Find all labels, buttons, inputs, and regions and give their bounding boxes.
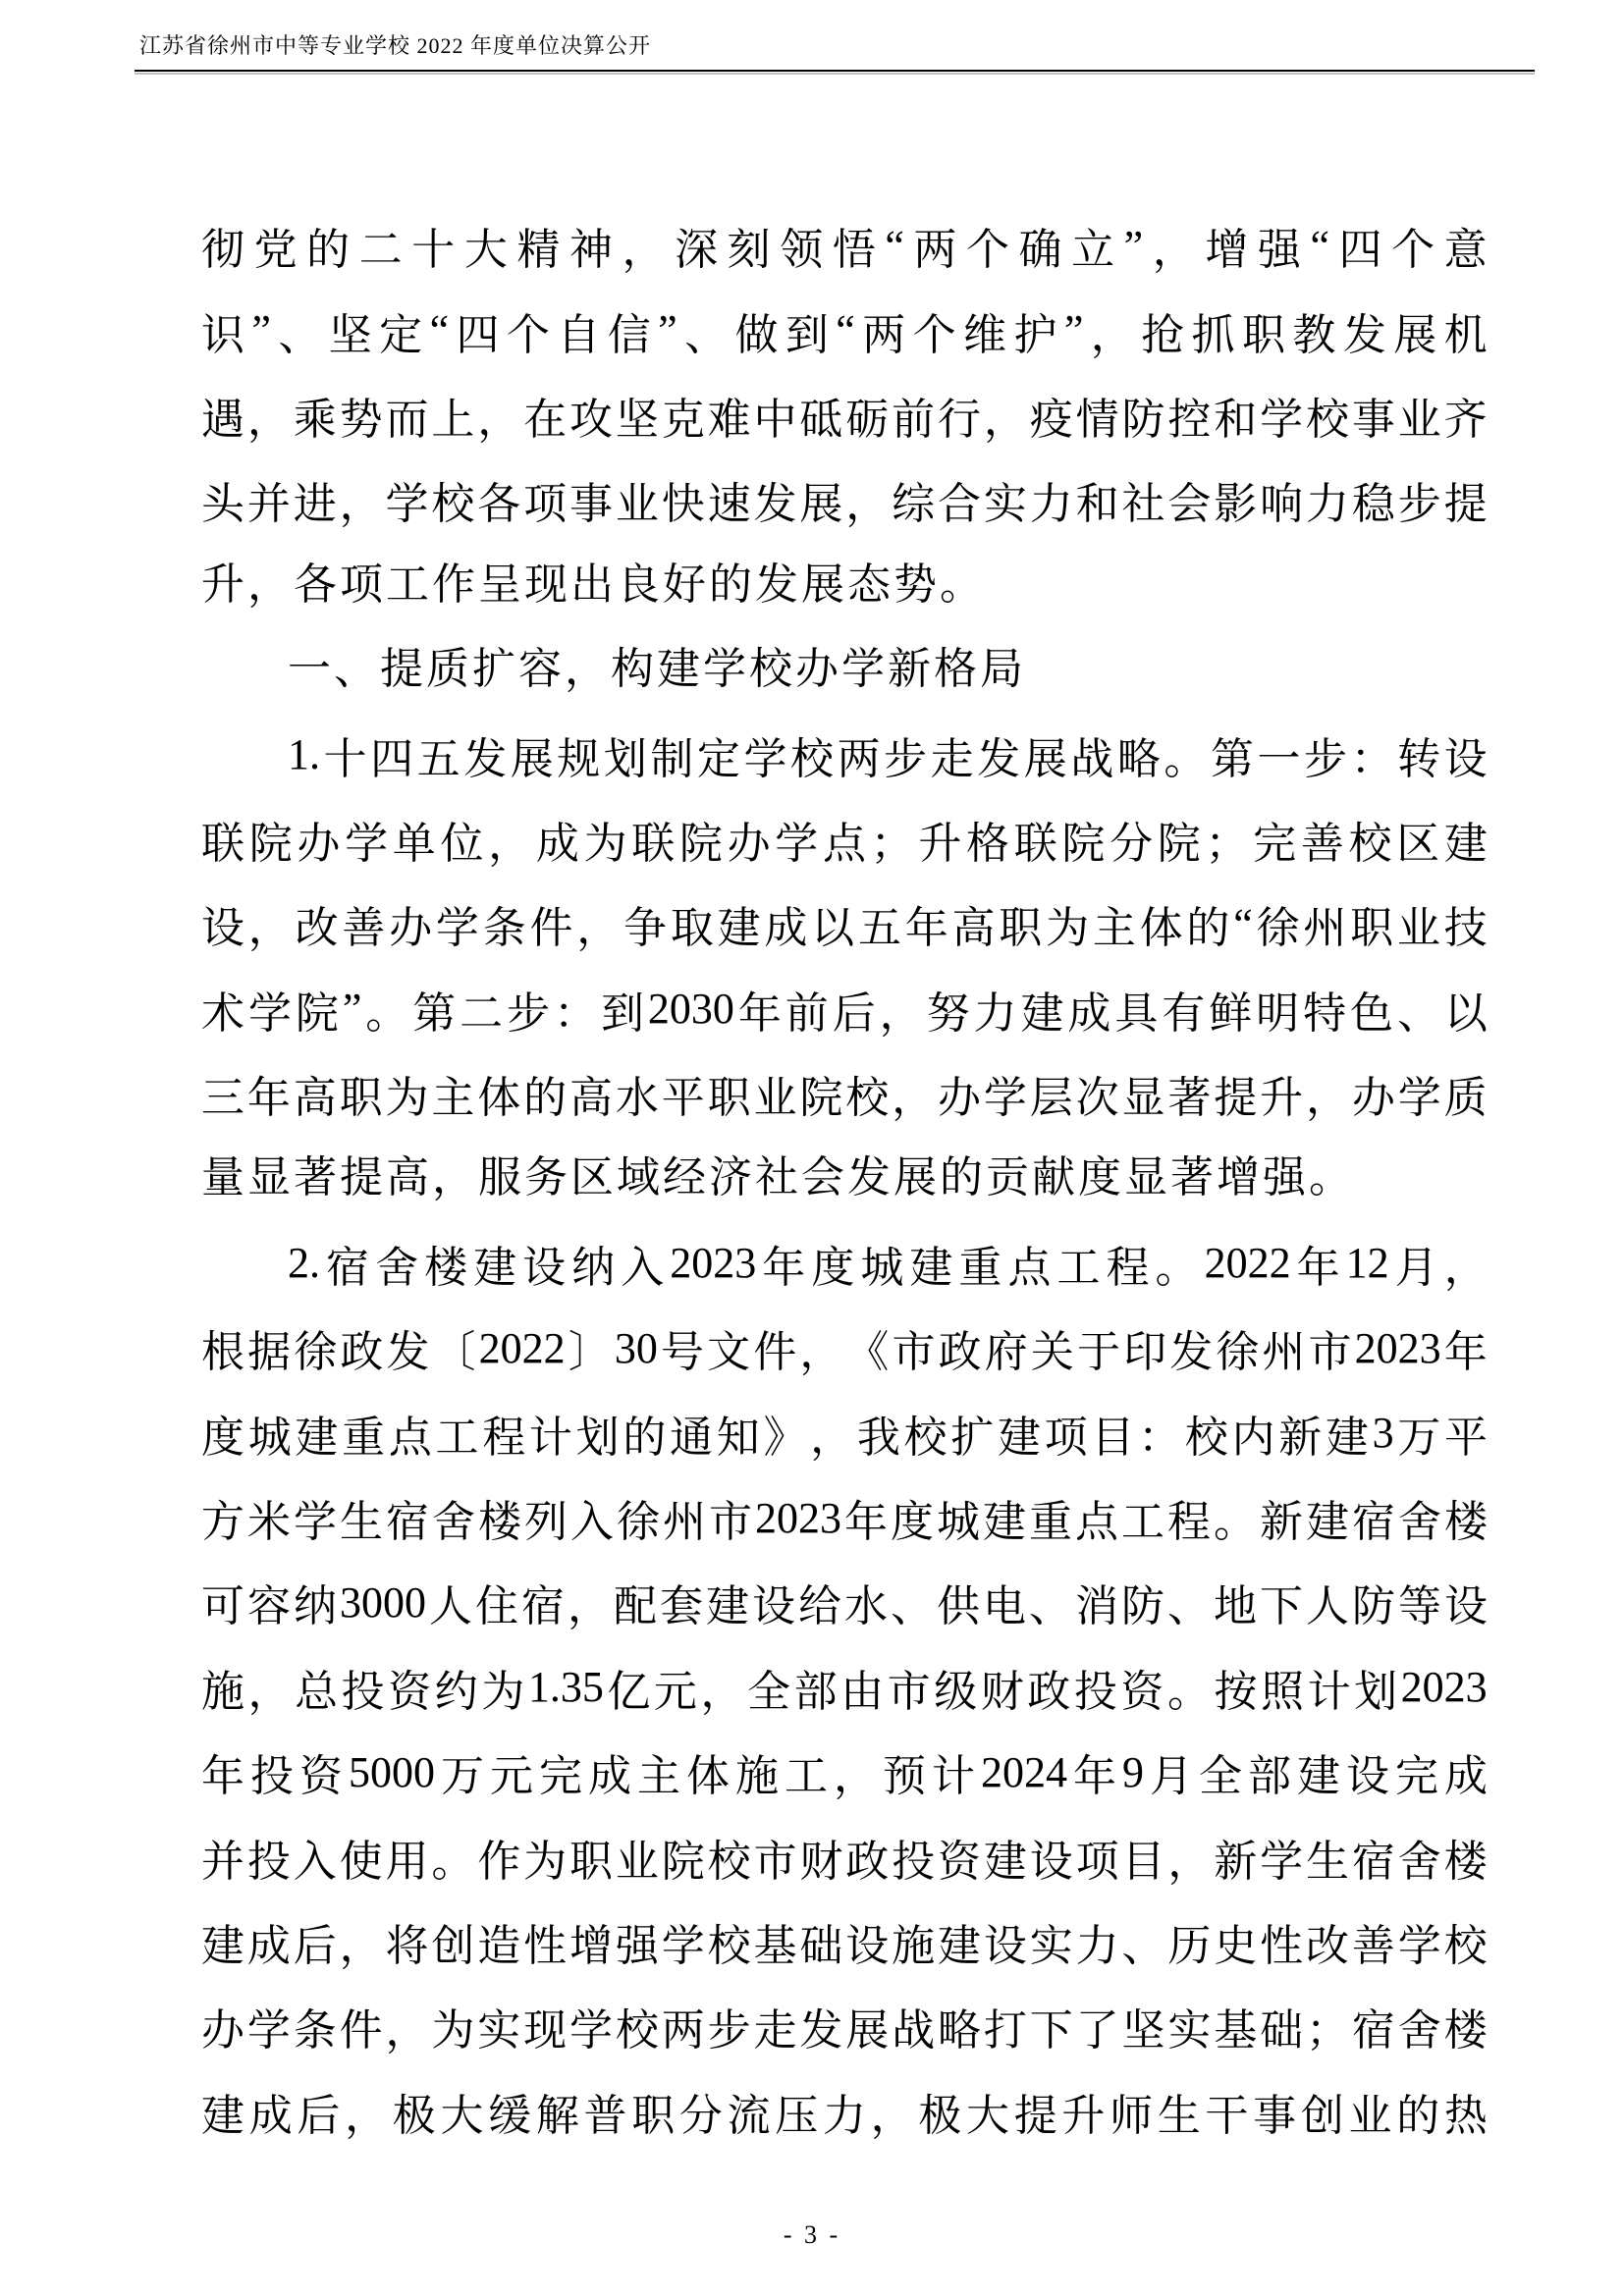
body-line: 三 年 高 职 为 主 体 的 高 水 平 职 业 院 校 ， 办 学 层 次 显 著 提 升 ， 办 学 质 <box>201 1074 1488 1123</box>
header-rule <box>135 70 1535 72</box>
body-line: 方 米 学 生 宿 舍 楼 列 入 徐 州 市 2023 年 度 城 建 重 点 工 程 。 新 建 宿 舍 楼 <box>201 1493 1488 1547</box>
body-line: 一、提质扩容，构建学校办学新格局 <box>288 644 1026 693</box>
body-line: 建 成 后 ， 将 创 造 性 增 强 学 校 基 础 设 施 建 设 实 力 、 历 史 性 改 善 学 校 <box>201 1922 1488 1970</box>
body-line: 可 容 纳 3000 人 住 宿 ， 配 套 建 设 给 水 、 供 电 、 消 防 、 地 下 人 防 等 设 <box>201 1577 1488 1631</box>
body-line: 设 ， 改 善 办 学 条 件 ， 争 取 建 成 以 五 年 高 职 为 主 体 的 “ 徐 州 职 业 技 <box>201 899 1488 953</box>
body-line: 年 投 资 5000 万 元 完 成 主 体 施 工 ， 预 计 2024 年 9 月 全 部 建 设 完 成 <box>201 1747 1488 1801</box>
body-line: 升，各项工作呈现出良好的发展态势。 <box>201 560 986 609</box>
body-line: 术 学 院 ” 。 第 二 步 ： 到 2030 年 前 后 ， 努 力 建 成 具 有 鲜 明 特 色 、 以 <box>201 985 1488 1038</box>
body-line: 建 成 后 ， 极 大 缓 解 普 职 分 流 压 力 ， 极 大 提 升 师 生 干 事 创 业 的 热 <box>201 2091 1488 2140</box>
body-line: 根 据 徐 政 发 〔 2022 〕 30 号 文 件 ， 《 市 政 府 关 于 印 发 徐 州 市 2023 年 <box>201 1323 1488 1377</box>
document-body <box>201 203 1488 2154</box>
body-line: 施 ， 总 投 资 约 为 1.35 亿 元 ， 全 部 由 市 级 财 政 投 资 。 按 照 计 划 2023 <box>201 1663 1488 1716</box>
body-line: 遇 ， 乘 势 而 上 ， 在 攻 坚 克 难 中 砥 砺 前 行 ， 疫 情 防 控 和 学 校 事 业 齐 <box>201 395 1488 444</box>
body-line: 识 ” 、 坚 定 “ 四 个 自 信 ” 、 做 到 “ 两 个 维 护 ” ， 抢 抓 职 教 发 展 机 <box>201 306 1488 359</box>
body-line: 头 并 进 ， 学 校 各 项 事 业 快 速 发 展 ， 综 合 实 力 和 社 会 影 响 力 稳 步 提 <box>201 480 1488 529</box>
page-footer <box>0 2220 1624 2250</box>
body-line: 联 院 办 学 单 位 ， 成 为 联 院 办 学 点 ； 升 格 联 院 分 院 ； 完 善 校 区 建 <box>201 819 1488 868</box>
body-line: 彻 党 的 二 十 大 精 神 ， 深 刻 领 悟 “ 两 个 确 立 ” ， 增 强 “ 四 个 意 <box>201 221 1488 275</box>
body-line: 量显著提高，服务区域经济社会发展的贡献度显著增强。 <box>201 1153 1355 1202</box>
body-line: 办 学 条 件 ， 为 实 现 学 校 两 步 走 发 展 战 略 打 下 了 坚 实 基 础 ； 宿 舍 楼 <box>201 2006 1488 2056</box>
page-header-title: 江苏省徐州市中等专业学校 2022 年度单位决算公开 <box>139 33 652 58</box>
body-line: 度 城 建 重 点 工 程 计 划 的 通 知 》 ， 我 校 扩 建 项 目 ： 校 内 新 建 3 万 平 <box>201 1409 1488 1462</box>
body-line: 2. 宿 舍 楼 建 设 纳 入 2023 年 度 城 建 重 点 工 程 。 2022 年 12 月 ， <box>288 1239 1488 1292</box>
body-line: 1. 十 四 五 发 展 规 划 制 定 学 校 两 步 走 发 展 战 略 。 第 一 步 ： 转 设 <box>288 730 1488 783</box>
body-line: 并 投 入 使 用 。 作 为 职 业 院 校 市 财 政 投 资 建 设 项 目 ， 新 学 生 宿 舍 楼 <box>201 1837 1488 1886</box>
page-number: - 3 - <box>783 2220 841 2249</box>
